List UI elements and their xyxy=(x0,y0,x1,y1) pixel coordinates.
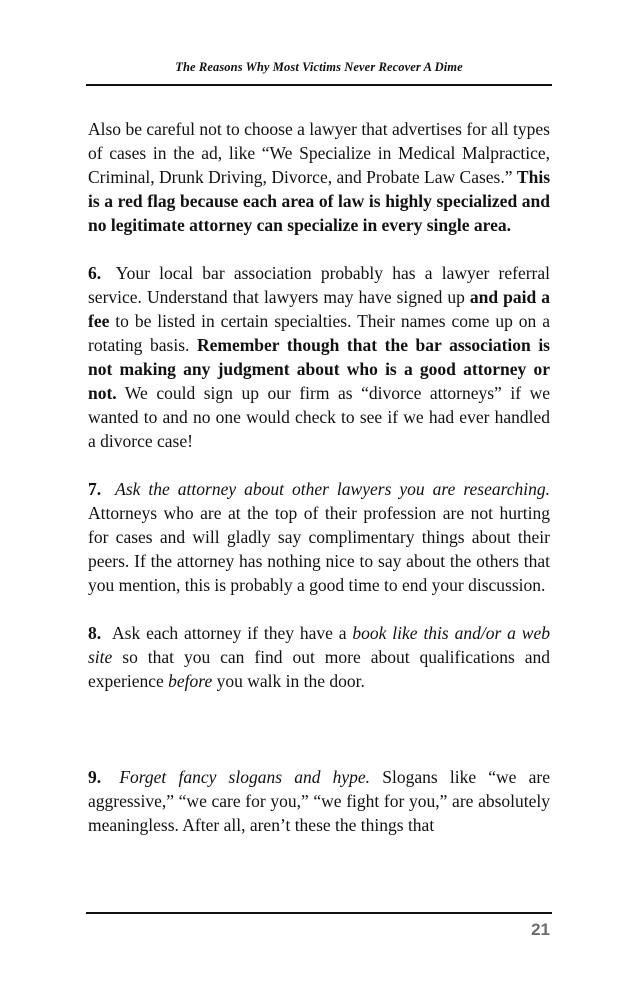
item-9-text: Slogans like “we are aggressive,” “we care for you,” “we fight for you,” are absolutely meaningless. After all, aren’t these the things that xyxy=(88,767,550,835)
running-header: The Reasons Why Most Victims Never Recover A Dime xyxy=(175,60,463,74)
item-8-italic-2: before xyxy=(168,671,213,691)
item-6-paragraph xyxy=(88,261,550,453)
item-8-text-2: so that you can find out more about qualifications and experience xyxy=(88,647,550,691)
footer-rule xyxy=(86,912,552,914)
intro-text: Also be careful not to choose a lawyer that advertises for all types of cases in the ad, like “We Specialize in Medical Malpractice, Criminal, Drunk Driving, Divorce, and Probate Law Cases.” xyxy=(88,119,550,187)
item-8-text-1: Ask each attorney if they have a xyxy=(112,623,353,643)
item-9-number: 9. xyxy=(88,767,102,787)
item-6-text-3: We could sign up our firm as “divorce attorneys” if we wanted to and no one would check to see if we had ever handled a divorce case! xyxy=(88,383,550,451)
item-8-text-3: you walk in the door. xyxy=(212,671,365,691)
item-7-text: Attorneys who are at the top of their profession are not hurting for cases and will gladly say complimentary things about their peers. If the attorney has nothing nice to say about the others that you mention, this is probably a good time to end your discussion. xyxy=(88,503,550,595)
item-9-italic: Forget fancy slogans and hype. xyxy=(119,767,371,787)
intro-paragraph xyxy=(88,117,550,237)
item-8-number: 8. xyxy=(88,623,102,643)
item-9-paragraph xyxy=(88,765,550,837)
item-7-paragraph xyxy=(88,477,550,597)
item-6-bold-2: Remember though that the bar association is not making any judgment about who is a good attorney or not. xyxy=(88,335,550,403)
intro-bold-text: This is a red flag because each area of law is highly specialized and no legitimate attorney can specialize in every single area. xyxy=(88,167,550,235)
item-6-bold-1: and paid a fee xyxy=(88,287,550,331)
item-7-italic: Ask the attorney about other lawyers you are researching. xyxy=(115,479,551,499)
item-6-text-1: Your local bar association probably has a lawyer referral service. Understand that lawyers may have signed up xyxy=(88,263,551,307)
body-text xyxy=(88,117,550,837)
item-6-text-2: to be listed in certain specialties. Their names come up on a rotating basis. xyxy=(88,311,550,355)
item-6-number: 6. xyxy=(88,263,102,283)
item-7-number: 7. xyxy=(88,479,102,499)
item-8-italic-1: book like this and/or a web site xyxy=(88,623,550,667)
page-number: 21 xyxy=(531,920,550,939)
item-8-paragraph xyxy=(88,621,550,693)
header-rule xyxy=(86,84,552,86)
